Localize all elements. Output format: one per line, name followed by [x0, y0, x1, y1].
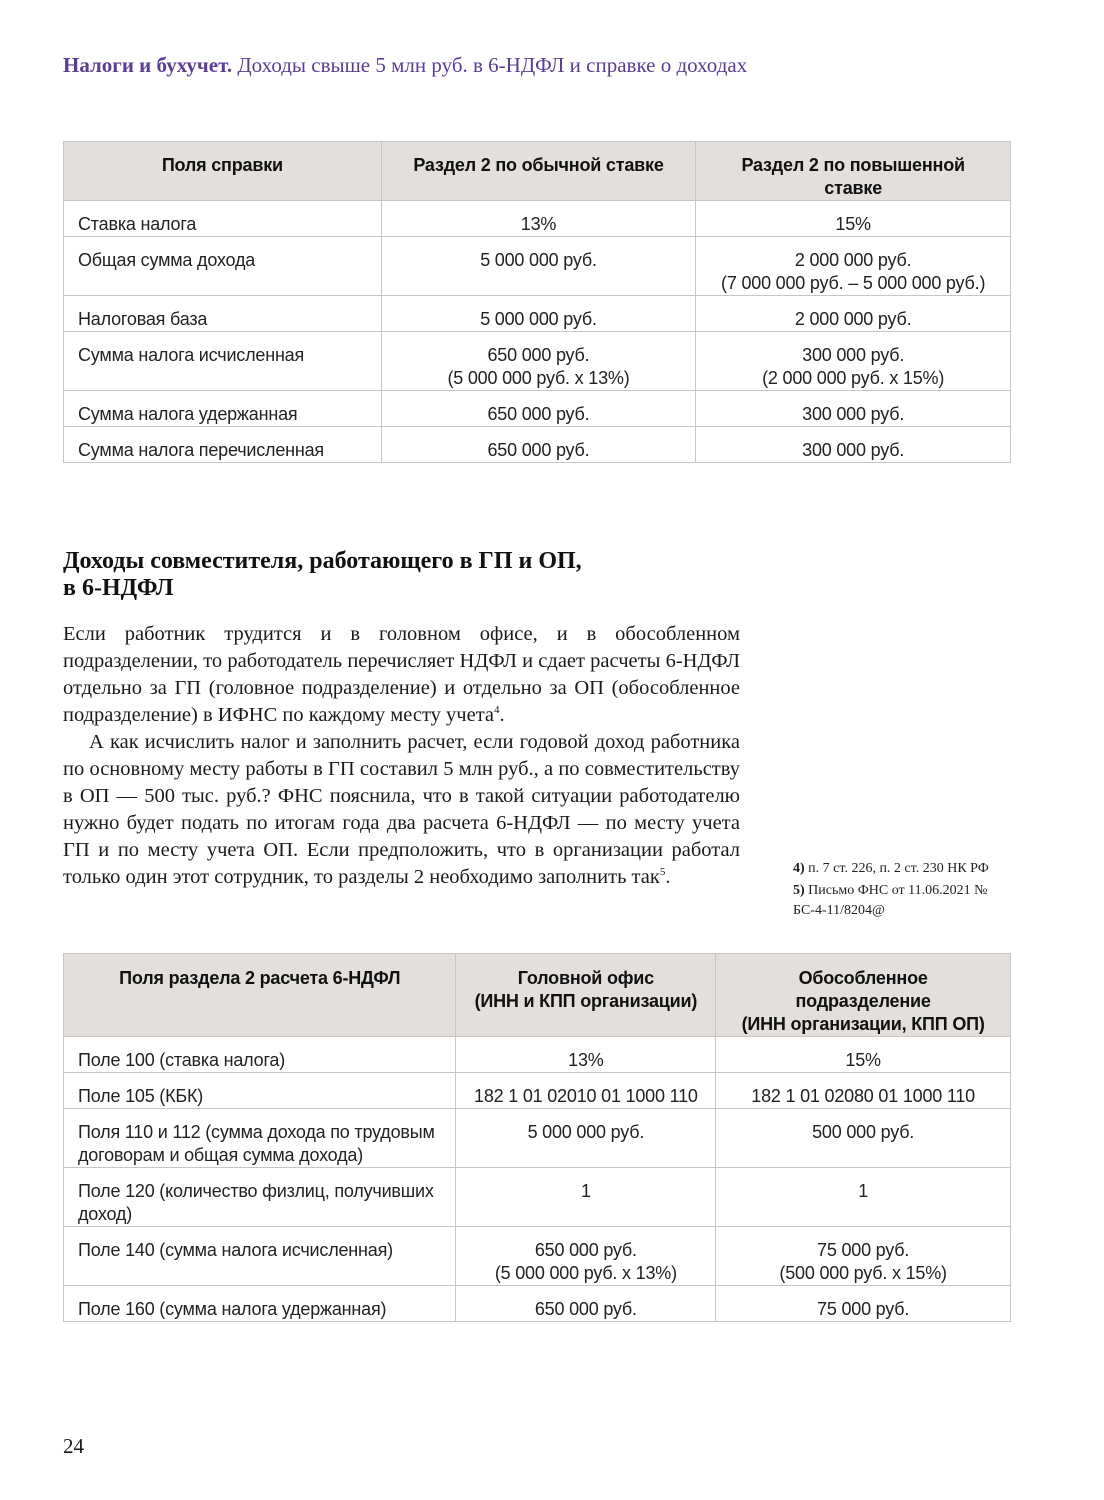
running-header	[63, 53, 747, 78]
footnote-ref: 4	[494, 704, 500, 717]
high-rate-value: 300 000 руб. (2 000 000 руб. х 15%)	[696, 332, 1011, 391]
page-number: 24	[63, 1434, 84, 1458]
section-heading: Доходы совместителя, работающего в ГП и ОП, в 6-НДФЛ	[63, 548, 582, 601]
field-name: Поле 100 (ставка налога)	[64, 1037, 456, 1073]
footnotes	[793, 859, 1023, 921]
field-name: Ставка налога	[64, 201, 382, 237]
field-name: Поле 160 (сумма налога удержанная)	[64, 1286, 456, 1322]
body-text	[63, 621, 740, 891]
branch-value: 75 000 руб.	[716, 1286, 1011, 1322]
field-name: Сумма налога перечисленная	[64, 427, 382, 463]
table-row	[64, 201, 1011, 237]
head-office-value: 1	[456, 1168, 716, 1227]
head-office-value: 650 000 руб.	[456, 1286, 716, 1322]
branch-value: 1	[716, 1168, 1011, 1227]
table-row	[64, 1286, 1011, 1322]
field-name: Налоговая база	[64, 296, 382, 332]
normal-rate-value: 5 000 000 руб.	[381, 296, 696, 332]
col-header: Раздел 2 по повышенной ставке	[696, 142, 1011, 201]
branch-value: 500 000 руб.	[716, 1109, 1011, 1168]
field-name: Поля 110 и 112 (сумма дохода по трудовым договорам и общая сумма дохода)	[64, 1109, 456, 1168]
header-title: Доходы свыше 5 млн руб. в 6-НДФЛ и справке о доходах	[237, 53, 748, 77]
table-row	[64, 332, 1011, 391]
table-row	[64, 237, 1011, 296]
table-certificate-fields	[63, 141, 1011, 463]
col-header: Раздел 2 по обычной ставке	[381, 142, 696, 201]
table-row	[64, 1109, 1011, 1168]
table-row	[64, 1073, 1011, 1109]
field-name: Поле 120 (количество физлиц, получивших доход)	[64, 1168, 456, 1227]
table-header-row	[64, 142, 1011, 201]
head-office-value: 182 1 01 02010 01 1000 110	[456, 1073, 716, 1109]
normal-rate-value: 5 000 000 руб.	[381, 237, 696, 296]
field-name: Поле 140 (сумма налога исчисленная)	[64, 1227, 456, 1286]
footnote: 4) п. 7 ст. 226, п. 2 ст. 230 НК РФ	[793, 861, 989, 876]
high-rate-value: 2 000 000 руб. (7 000 000 руб. – 5 000 000 руб.)	[696, 237, 1011, 296]
col-header: Обособленное подразделение (ИНН организации, КПП ОП)	[716, 954, 1011, 1037]
table-row	[64, 1037, 1011, 1073]
footnote: 5) Письмо ФНС от 11.06.2021 № БС-4-11/8204@	[793, 883, 988, 918]
table-row	[64, 427, 1011, 463]
table-row	[64, 1168, 1011, 1227]
high-rate-value: 300 000 руб.	[696, 427, 1011, 463]
head-office-value: 13%	[456, 1037, 716, 1073]
field-name: Общая сумма дохода	[64, 237, 382, 296]
col-header: Головной офис (ИНН и КПП организации)	[456, 954, 716, 1037]
field-name: Сумма налога исчисленная	[64, 332, 382, 391]
footnote-ref: 5	[659, 866, 666, 879]
paragraph: А как исчислить налог и заполнить расчет, если годовой доход работника по основному месту работы в ГП составил 5 млн руб., а по совместительству в ОП — 500 тыс. руб.? ФНС пояснила, что в такой ситуации работодателю нужно будет подать по итогам года два расчета 6-НДФЛ — по месту учета ГП и по месту учета ОП. Если предположить, что в организации работал только один этот сотрудник, то разделы 2 необходимо заполнить так$^5$.	[63, 731, 740, 888]
paragraph: Если работник трудится и в головном офисе, и в обособленном подразделении, то работодатель перечисляет НДФЛ и сдает расчеты 6-НДФЛ отдельно за ГП (головное подразделение) и отдельно за ОП (обособленное подразделение) в ИФНС по каждому месту учета$^4$.	[63, 623, 740, 726]
header-section: Налоги и бухучет.	[63, 53, 233, 77]
field-name: Сумма налога удержанная	[64, 391, 382, 427]
normal-rate-value: 650 000 руб.	[381, 391, 696, 427]
high-rate-value: 2 000 000 руб.	[696, 296, 1011, 332]
branch-value: 75 000 руб. (500 000 руб. х 15%)	[716, 1227, 1011, 1286]
normal-rate-value: 650 000 руб.	[381, 427, 696, 463]
normal-rate-value: 13%	[381, 201, 696, 237]
table-6ndfl-section2	[63, 953, 1011, 1322]
branch-value: 15%	[716, 1037, 1011, 1073]
high-rate-value: 300 000 руб.	[696, 391, 1011, 427]
head-office-value: 650 000 руб. (5 000 000 руб. х 13%)	[456, 1227, 716, 1286]
table-row	[64, 296, 1011, 332]
col-header: Поля раздела 2 расчета 6-НДФЛ	[64, 954, 456, 1037]
table-row	[64, 1227, 1011, 1286]
high-rate-value: 15%	[696, 201, 1011, 237]
field-name: Поле 105 (КБК)	[64, 1073, 456, 1109]
table-header-row	[64, 954, 1011, 1037]
head-office-value: 5 000 000 руб.	[456, 1109, 716, 1168]
normal-rate-value: 650 000 руб. (5 000 000 руб. х 13%)	[381, 332, 696, 391]
branch-value: 182 1 01 02080 01 1000 110	[716, 1073, 1011, 1109]
col-header: Поля справки	[64, 142, 382, 201]
table-row	[64, 391, 1011, 427]
